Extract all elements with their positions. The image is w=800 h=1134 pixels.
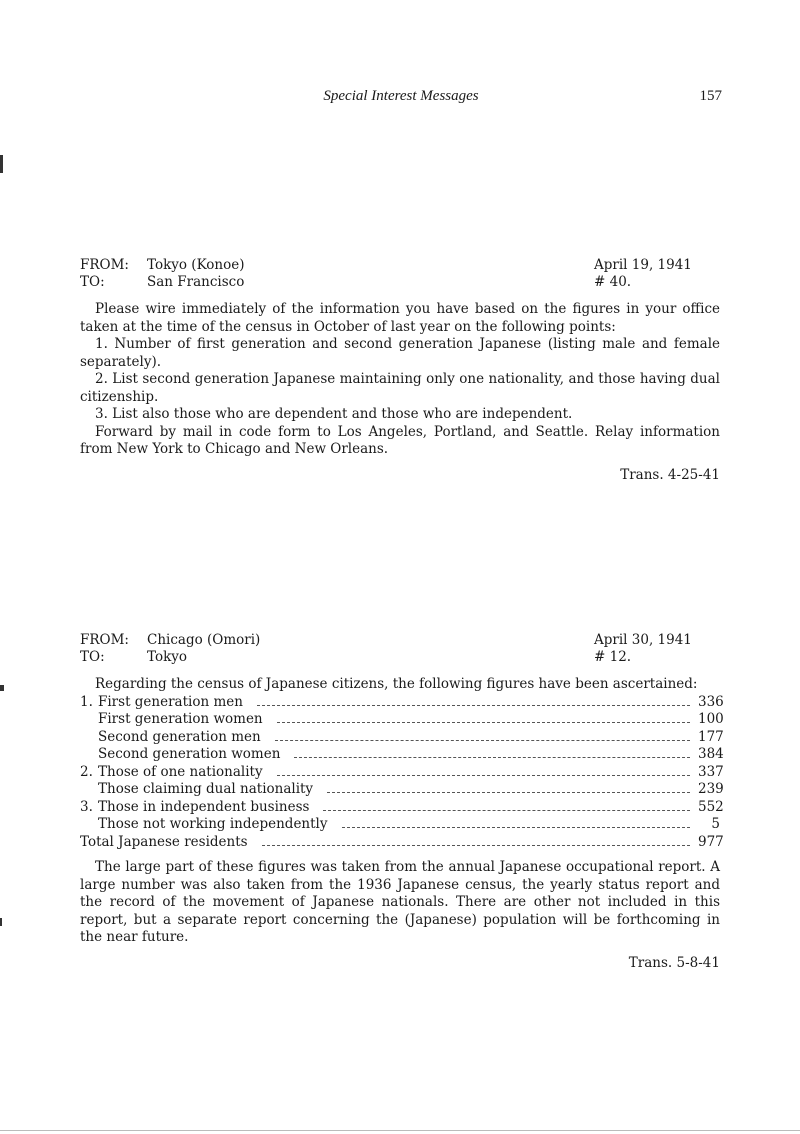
scan-edge-mark	[0, 918, 2, 926]
figure-label: Those claiming dual nationality	[98, 781, 314, 797]
figure-label: First generation women	[98, 711, 263, 727]
to-label: TO:	[80, 649, 105, 665]
translation-date: Trans. 5-8-41	[628, 954, 720, 971]
scan-bottom-edge	[0, 1130, 800, 1131]
figure-row	[80, 693, 724, 712]
leader-dots	[342, 826, 691, 828]
message-tokyo-to-san-francisco	[80, 257, 720, 484]
figure-row	[80, 728, 724, 747]
to-value: San Francisco	[147, 274, 245, 290]
figure-row-total	[80, 833, 724, 852]
figure-number: 3.	[80, 798, 93, 815]
running-header	[80, 88, 722, 108]
figure-value: 239	[698, 781, 724, 797]
figure-value: 336	[698, 693, 724, 710]
leader-dots	[262, 844, 690, 846]
from-label: FROM:	[80, 257, 129, 273]
figure-label: First generation men	[98, 693, 243, 710]
figure-label: Those not working independently	[98, 816, 328, 832]
running-title: Special Interest Messages	[323, 88, 479, 104]
figure-value: 977	[698, 833, 724, 850]
figure-row	[80, 816, 720, 834]
figure-row	[80, 781, 724, 799]
figure-label: Second generation men	[98, 728, 261, 745]
translation-date: Trans. 4-25-41	[620, 466, 720, 483]
message-number: # 40.	[594, 274, 632, 290]
figure-value: 552	[698, 798, 724, 815]
message-header	[80, 632, 720, 668]
census-figures	[80, 693, 724, 852]
message-number: # 12.	[594, 649, 632, 665]
from-value: Chicago (Omori)	[147, 632, 261, 648]
message-header	[80, 257, 720, 293]
message-paragraph: 3. List also those who are dependent and those who are independent.	[95, 406, 573, 422]
scan-edge-mark	[0, 685, 4, 691]
leader-dots	[323, 809, 690, 811]
figure-label: Those in independent business	[98, 798, 310, 815]
figure-label: Those of one nationality	[98, 763, 263, 780]
leader-dots	[257, 704, 690, 706]
scan-edge-mark	[0, 155, 3, 173]
figure-label: Second generation women	[98, 746, 281, 762]
figure-row	[80, 763, 724, 782]
leader-dots	[277, 774, 690, 776]
figure-number: 1.	[80, 693, 93, 710]
message-chicago-to-tokyo	[80, 632, 724, 972]
figure-value: 337	[698, 763, 724, 780]
figure-value: 5	[711, 816, 720, 832]
from-value: Tokyo (Konoe)	[147, 257, 245, 273]
figure-row	[80, 711, 724, 729]
page-number: 157	[699, 88, 722, 104]
leader-dots	[277, 721, 690, 723]
leader-dots	[275, 739, 690, 741]
figure-value: 100	[698, 711, 724, 727]
figure-value: 177	[698, 728, 724, 745]
to-value: Tokyo	[147, 649, 188, 665]
leader-dots	[294, 756, 690, 758]
message-paragraph: 2. List second generation Japanese maintaining only one nationality, and those having dual citizenship.	[80, 371, 720, 405]
to-label: TO:	[80, 274, 105, 290]
message-date: April 19, 1941	[594, 257, 692, 273]
figure-row	[80, 746, 724, 764]
figure-value: 384	[698, 746, 724, 762]
message-paragraph: 1. Number of first generation and second generation Japanese (listing male and female separately).	[80, 336, 720, 370]
message-intro: Regarding the census of Japanese citizens, the following figures have been ascertained:	[95, 676, 698, 692]
message-paragraph: Forward by mail in code form to Los Angeles, Portland, and Seattle. Relay information from New York to Chicago and New Orleans.	[80, 423, 720, 457]
figure-label: Total Japanese residents	[80, 833, 248, 850]
figure-number: 2.	[80, 763, 93, 780]
from-label: FROM:	[80, 632, 129, 648]
message-paragraph: Please wire immediately of the information you have based on the figures in your office taken at the time of the census in October of last year on the following points:	[80, 301, 720, 335]
message-date: April 30, 1941	[594, 632, 692, 648]
leader-dots	[327, 791, 690, 793]
figure-row	[80, 798, 724, 817]
message-closing: The large part of these figures was taken from the annual Japanese occupational report. A large number was also taken from the 1936 Japanese census, the yearly status report and the record of the movement of Japanese nationals. There are other not included in this report, but a separate report concerning the (Japanese) population will be forthcoming in the near future.	[80, 859, 720, 945]
